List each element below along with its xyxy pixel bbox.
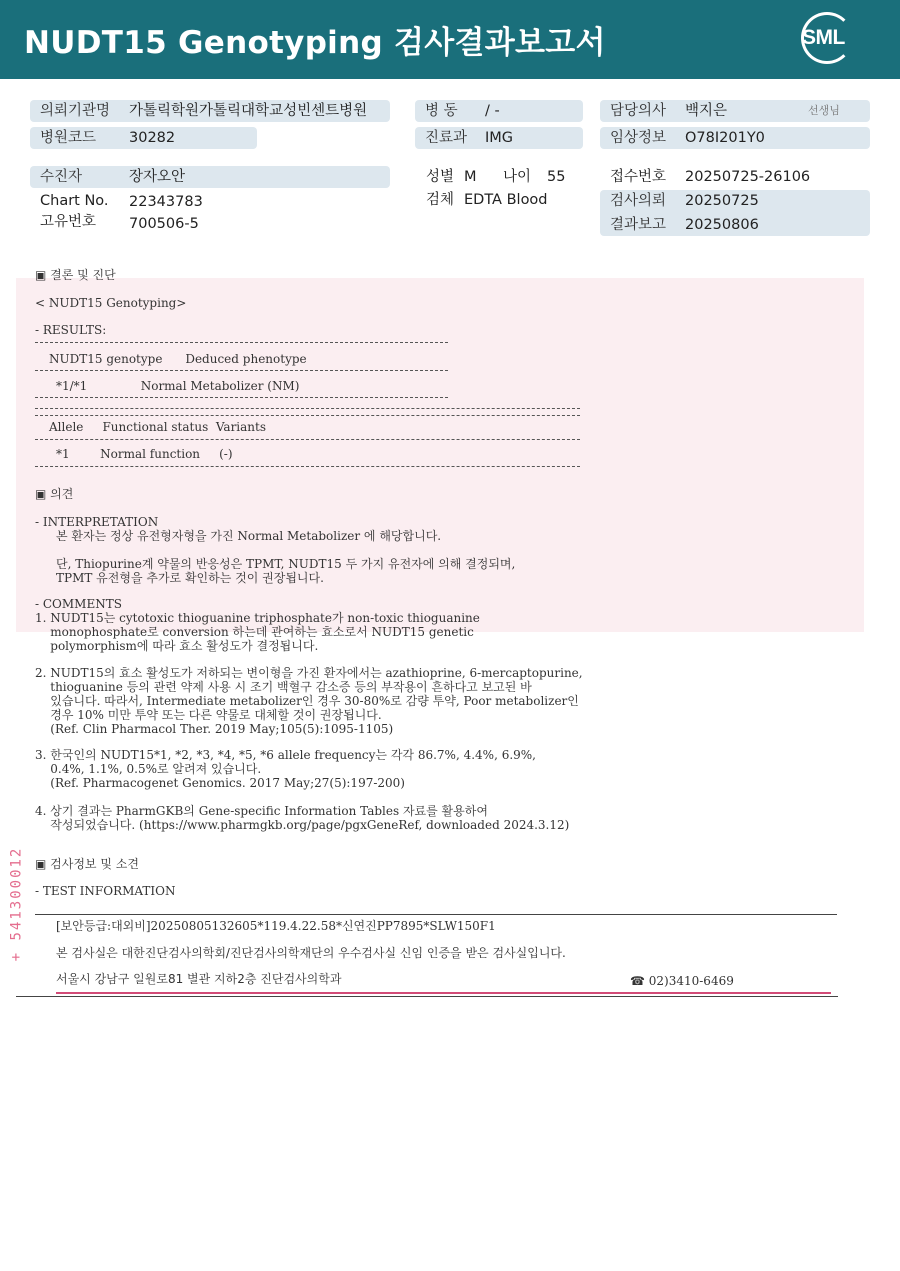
table2-top-rule-2 — [35, 415, 580, 416]
age-value: 55 — [547, 169, 566, 185]
institution-value: 가톨릭학원가톨릭대학교성빈센트병원 — [129, 103, 368, 119]
department-value: IMG — [485, 130, 514, 146]
sml-logo — [798, 12, 854, 64]
table2-header: Allele Functional status Variants — [49, 420, 267, 434]
comments-label: - COMMENTS — [35, 597, 122, 611]
patient-value: 장자오안 — [129, 169, 186, 185]
comment-3-line-2: 0.4%, 1.1%, 0.5%로 알려져 있습니다. — [35, 762, 262, 776]
table1-top-rule — [35, 342, 448, 343]
comment-1-line-3: polymorphism에 따라 효소 활성도가 결정됩니다. — [35, 639, 319, 653]
dates-field — [600, 190, 870, 236]
report-date-label: 결과보고 — [610, 217, 667, 233]
results-label: - RESULTS: — [35, 323, 107, 337]
clinical-info-field — [600, 127, 870, 149]
report-header — [0, 0, 900, 79]
hospital-code-value: 30282 — [129, 130, 176, 146]
sex-label: 성별 — [426, 169, 455, 185]
interpretation-line-3: TPMT 유전형을 추가로 확인하는 것이 권장됩니다. — [56, 571, 324, 585]
comment-2-line-1: 2. NUDT15의 효소 활성도가 저하되는 변이형을 가진 환자에서는 azathioprine, 6-mercaptopurine, — [35, 666, 583, 680]
interpretation-label: - INTERPRETATION — [35, 515, 159, 529]
institution-label: 의뢰기관명 — [40, 103, 111, 119]
unique-no-label: 고유번호 — [40, 214, 97, 230]
interpretation-line-1: 본 환자는 정상 유전형자형을 가진 Normal Metabolizer 에 해당합니다. — [56, 529, 442, 543]
comment-2-line-5: (Ref. Clin Pharmacol Ther. 2019 May;105(5):1095-1105) — [35, 722, 394, 736]
comment-1-line-1: 1. NUDT15는 cytotoxic thioguanine triphosphate가 non-toxic thioguanine — [35, 611, 480, 625]
table1-mid-rule — [35, 370, 448, 371]
chart-no-value: 22343783 — [129, 194, 203, 210]
conclusion-heading: ▣ 결론 및 진단 — [35, 268, 116, 282]
hospital-code-field — [30, 127, 257, 149]
bottom-rule — [16, 996, 838, 997]
testinfo-heading: ▣ 검사정보 및 소견 — [35, 857, 139, 871]
interpretation-line-2: 단, Thiopurine계 약물의 반응성은 TPMT, NUDT15 두 가지 유전자에 의해 결정되며, — [56, 557, 516, 571]
table2-row: *1 Normal function (-) — [56, 447, 233, 461]
comment-4-line-2: 작성되었습니다. (https://www.pharmgkb.org/page/pgxGeneRef, downloaded 2024.3.12) — [35, 818, 570, 832]
clinical-info-label: 임상정보 — [610, 130, 667, 146]
table1-row: *1/*1 Normal Metabolizer (NM) — [56, 379, 300, 393]
doctor-value: 백지은 — [685, 103, 728, 119]
specimen-value: EDTA Blood — [464, 192, 548, 208]
department-field — [415, 127, 583, 149]
ward-label: 병 동 — [425, 103, 458, 119]
request-date-label: 검사의뢰 — [610, 193, 667, 209]
patient-label: 수진자 — [40, 169, 83, 185]
ward-field — [415, 100, 583, 122]
ward-value: / - — [485, 103, 500, 119]
scanned-report — [8, 256, 864, 1004]
comment-1-line-2: monophosphate로 conversion 하는데 관여하는 효소로서 NUDT15 genetic — [35, 625, 474, 639]
phone-number: ☎ 02)3410-6469 — [630, 974, 734, 988]
address-line: 서울시 강남구 일원로81 별관 지하2층 진단검사의학과 — [56, 972, 342, 986]
signature-rule — [56, 992, 831, 994]
clinical-info-value: O78I201Y0 — [685, 130, 765, 146]
comment-3-line-3: (Ref. Pharmacogenet Genomics. 2017 May;27(5):197-200) — [35, 776, 405, 790]
security-line: [보안등급:대외비]20250805132605*119.4.22.58*신연진PP7895*SLW150F1 — [56, 919, 496, 933]
department-label: 진료과 — [425, 130, 468, 146]
doctor-label: 담당의사 — [610, 103, 667, 119]
stamp-number — [8, 836, 34, 976]
certification-line: 본 검사실은 대한진단검사의학회/진단검사의학재단의 우수검사실 신임 인증을 받은 검사실입니다. — [56, 946, 566, 960]
security-top-rule — [35, 914, 837, 915]
chart-no-label: Chart No. — [40, 193, 109, 209]
table2-top-rule — [35, 408, 580, 409]
opinion-heading: ▣ 의견 — [35, 487, 74, 501]
stamp-number-text: + 541300012 — [8, 846, 25, 962]
request-date-value: 20250725 — [685, 193, 759, 209]
comment-4-line-1: 4. 상기 결과는 PharmGKB의 Gene-specific Information Tables 자료를 활용하여 — [35, 804, 488, 818]
logo-text: SML — [802, 26, 845, 49]
unique-no-value: 700506-5 — [129, 216, 199, 232]
comment-2-line-4: 경우 10% 미만 투약 또는 다른 약물로 대체할 것이 권장됩니다. — [35, 708, 382, 722]
comment-2-line-3: 있습니다. 따라서, Intermediate metabolizer인 경우 30-80%로 감량 투약, Poor metabolizer인 — [35, 694, 579, 708]
doctor-field — [600, 100, 870, 122]
patient-field — [30, 166, 390, 188]
receipt-no-value: 20250725-26106 — [685, 169, 811, 185]
table1-bottom-rule — [35, 397, 448, 398]
report-title: NUDT15 Genotyping 검사결과보고서 — [24, 25, 606, 61]
test-name: < NUDT15 Genotyping> — [35, 296, 187, 310]
comment-2-line-2: thioguanine 등의 관련 약제 사용 시 조기 백혈구 감소증 등의 부작용이 흔하다고 보고된 바 — [35, 680, 532, 694]
specimen-label: 검체 — [426, 192, 455, 208]
age-label: 나이 — [503, 169, 532, 185]
table2-mid-rule — [35, 439, 580, 440]
table2-bottom-rule — [35, 466, 580, 467]
institution-field — [30, 100, 390, 122]
report-date-value: 20250806 — [685, 217, 759, 233]
doctor-suffix: 선생님 — [808, 104, 840, 117]
sex-value: M — [464, 169, 477, 185]
comment-3-line-1: 3. 한국인의 NUDT15*1, *2, *3, *4, *5, *6 allele frequency는 각각 86.7%, 4.4%, 6.9%, — [35, 748, 536, 762]
table1-header: NUDT15 genotype Deduced phenotype — [49, 352, 307, 366]
testinfo-label: - TEST INFORMATION — [35, 884, 176, 898]
hospital-code-label: 병원코드 — [40, 130, 97, 146]
receipt-no-label: 접수번호 — [610, 169, 667, 185]
